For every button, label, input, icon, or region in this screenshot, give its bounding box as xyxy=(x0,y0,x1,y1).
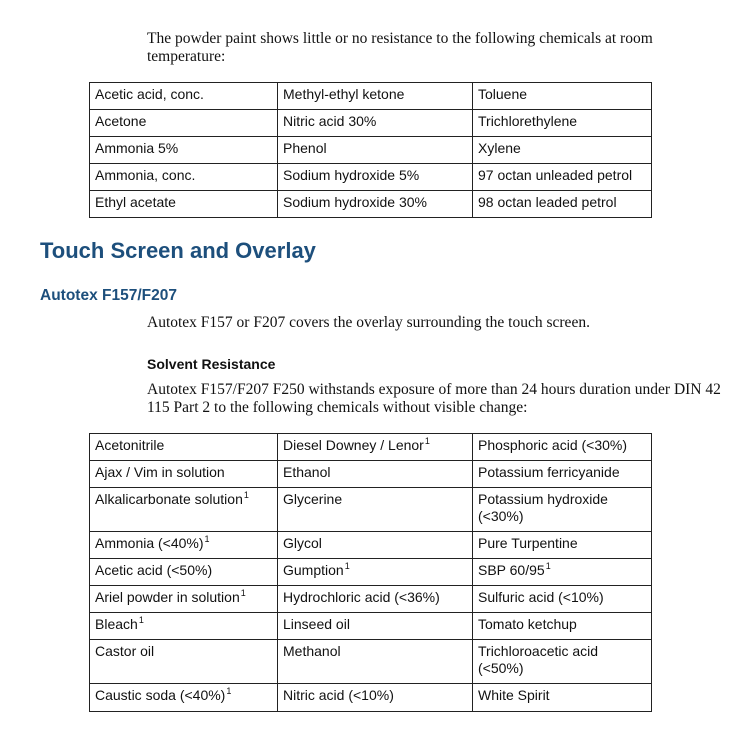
cell-text: Gumption xyxy=(283,562,344,578)
cell-text: Tomato ketchup xyxy=(478,616,577,632)
table-cell xyxy=(473,613,652,640)
table-cell: Methyl-ethyl ketone xyxy=(278,83,473,110)
table-cell: Xylene xyxy=(473,137,652,164)
footnote-marker: 1 xyxy=(243,490,249,500)
table-row xyxy=(90,684,652,712)
cell-text: SBP 60/95 xyxy=(478,562,545,578)
table-row xyxy=(90,137,652,164)
cell-text: Pure Turpentine xyxy=(478,535,578,551)
table-cell: Trichlorethylene xyxy=(473,110,652,137)
no-resistance-chemicals-table xyxy=(89,82,652,218)
cell-text: Linseed oil xyxy=(283,616,350,632)
table-cell xyxy=(278,488,473,532)
table-cell xyxy=(90,488,278,532)
table-cell xyxy=(473,488,652,532)
cell-text: Acetic acid (<50%) xyxy=(95,562,213,578)
table-row xyxy=(90,613,652,640)
table-cell xyxy=(278,586,473,613)
cell-text: Glycol xyxy=(283,535,322,551)
table-cell xyxy=(278,559,473,586)
solvent-resistance-heading: Solvent Resistance xyxy=(147,356,276,372)
table-cell xyxy=(90,684,278,712)
cell-text: White Spirit xyxy=(478,687,550,703)
cell-text: Trichloroacetic acid (<50%) xyxy=(478,643,599,676)
table-cell xyxy=(278,613,473,640)
table-cell xyxy=(278,461,473,488)
table-row xyxy=(90,164,652,191)
table-cell xyxy=(90,434,278,461)
footnote-marker: 1 xyxy=(204,534,210,544)
table-row xyxy=(90,434,652,461)
table-cell xyxy=(473,532,652,559)
cell-text: Ammonia (<40%) xyxy=(95,535,204,551)
cell-text: Potassium ferricyanide xyxy=(478,464,620,480)
cell-text: Methanol xyxy=(283,643,341,659)
table-cell: Toluene xyxy=(473,83,652,110)
cell-text: Diesel Downey / Lenor xyxy=(283,437,424,453)
table-cell xyxy=(90,461,278,488)
table-row xyxy=(90,110,652,137)
table-cell xyxy=(90,586,278,613)
footnote-marker: 1 xyxy=(344,561,350,571)
subsection-heading: Autotex F157/F207 xyxy=(40,287,177,304)
table-cell xyxy=(90,532,278,559)
table-row xyxy=(90,83,652,110)
footnote-marker: 1 xyxy=(226,686,232,696)
table-row xyxy=(90,532,652,559)
solvent-paragraph: Autotex F157/F207 F250 withstands exposure of more than 24 hours duration under DIN 42 115 Part 2 to the following chemicals without visible change: xyxy=(147,381,721,416)
cell-text: Ariel powder in solution xyxy=(95,589,240,605)
table-cell: 97 octan unleaded petrol xyxy=(473,164,652,191)
table-cell: 98 octan leaded petrol xyxy=(473,191,652,218)
footnote-marker: 1 xyxy=(138,615,144,625)
table-row xyxy=(90,640,652,684)
table-cell: Sodium hydroxide 5% xyxy=(278,164,473,191)
table-row xyxy=(90,488,652,532)
table-cell: Nitric acid 30% xyxy=(278,110,473,137)
table-cell xyxy=(473,559,652,586)
table-row xyxy=(90,586,652,613)
table-cell: Ammonia 5% xyxy=(90,137,278,164)
table-cell: Ammonia, conc. xyxy=(90,164,278,191)
cell-text: Glycerine xyxy=(283,491,343,507)
cell-text: Sulfuric acid (<10%) xyxy=(478,589,604,605)
table-cell: Phenol xyxy=(278,137,473,164)
table-row xyxy=(90,461,652,488)
cell-text: Caustic soda (<40%) xyxy=(95,687,226,703)
cell-text: Castor oil xyxy=(95,643,155,659)
cell-text: Alkalicarbonate solution xyxy=(95,491,243,507)
table-cell xyxy=(473,434,652,461)
table-cell xyxy=(473,586,652,613)
section-heading: Touch Screen and Overlay xyxy=(40,238,316,263)
table-cell xyxy=(90,613,278,640)
table-cell: Sodium hydroxide 30% xyxy=(278,191,473,218)
overlay-paragraph: Autotex F157 or F207 covers the overlay surrounding the touch screen. xyxy=(147,314,590,331)
cell-text: Ethanol xyxy=(283,464,331,480)
cell-text: Phosphoric acid (<30%) xyxy=(478,437,628,453)
cell-text: Hydrochloric acid (<36%) xyxy=(283,589,440,605)
table-cell xyxy=(473,684,652,712)
footnote-marker: 1 xyxy=(424,436,430,446)
cell-text: Ajax / Vim in solution xyxy=(95,464,225,480)
table-cell xyxy=(278,684,473,712)
solvent-resistance-table xyxy=(89,433,652,712)
footnote-marker: 1 xyxy=(240,588,246,598)
table-cell xyxy=(278,532,473,559)
cell-text: Nitric acid (<10%) xyxy=(283,687,394,703)
intro-paragraph: The powder paint shows little or no resistance to the following chemicals at room temperature: xyxy=(147,30,653,65)
table-cell: Ethyl acetate xyxy=(90,191,278,218)
table-cell: Acetone xyxy=(90,110,278,137)
table-cell xyxy=(278,434,473,461)
cell-text: Potassium hydroxide (<30%) xyxy=(478,491,608,524)
table-cell xyxy=(473,461,652,488)
footnote-marker: 1 xyxy=(545,561,551,571)
table-cell xyxy=(278,640,473,684)
table-row xyxy=(90,559,652,586)
table-cell xyxy=(473,640,652,684)
table-cell: Acetic acid, conc. xyxy=(90,83,278,110)
cell-text: Bleach xyxy=(95,616,138,632)
cell-text: Acetonitrile xyxy=(95,437,165,453)
table-cell xyxy=(90,559,278,586)
table-cell xyxy=(90,640,278,684)
table-row xyxy=(90,191,652,218)
